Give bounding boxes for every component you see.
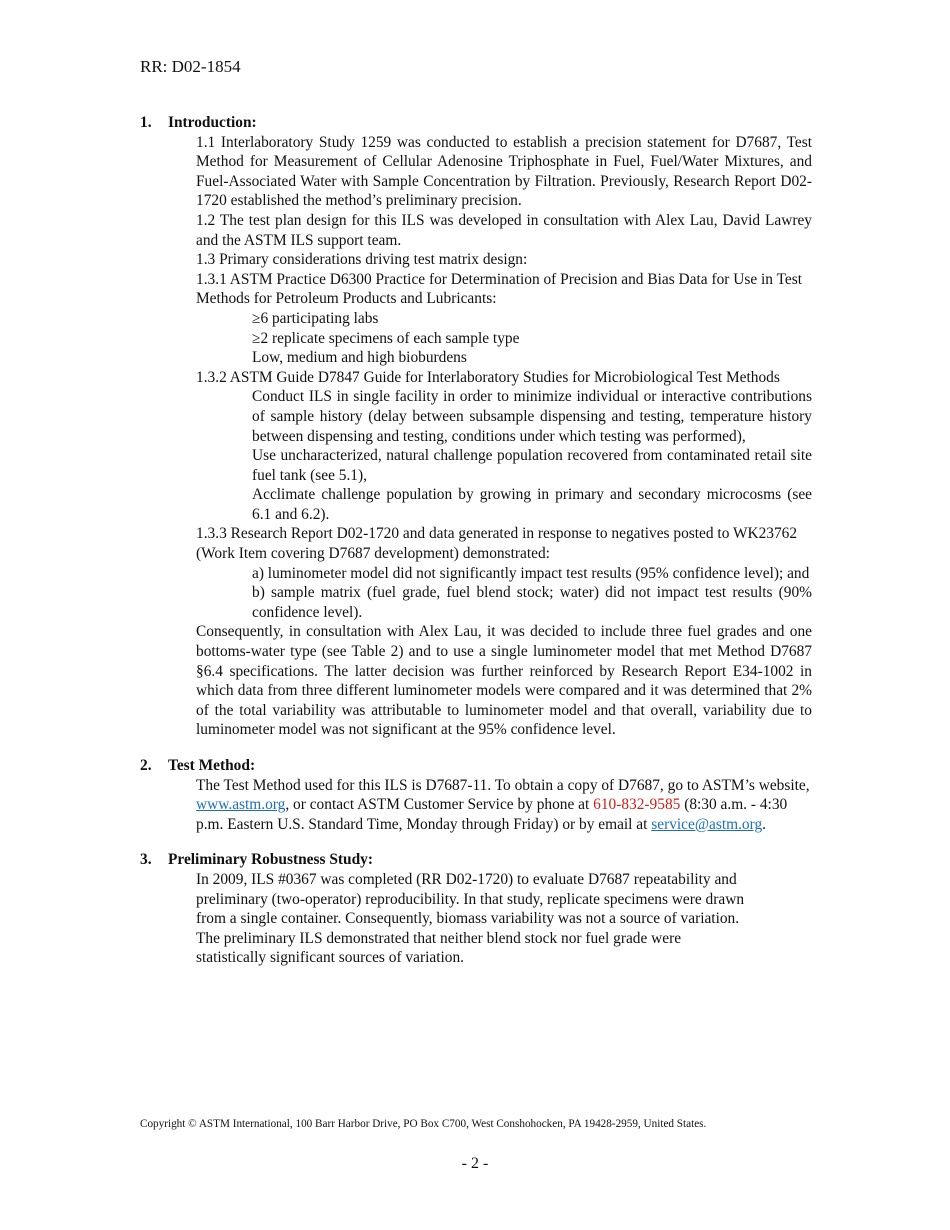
text-run: . [762, 815, 767, 833]
list-item: Acclimate challenge population by growing in primary and secondary microcosms (see 6.1 and 6.2). [252, 486, 812, 523]
text-line: statistically significant sources of variation. [196, 949, 464, 967]
list-item: b) sample matrix (fuel grade, fuel blend stock; water) did not impact test results (90% confidence level). [252, 584, 812, 621]
text-line: In 2009, ILS #0367 was completed (RR D02-1720) to evaluate D7687 repeatability and [196, 870, 737, 888]
section-body [196, 776, 812, 835]
section-heading [140, 850, 812, 870]
copyright-footer: Copyright © ASTM International, 100 Barr Harbor Drive, PO Box C700, West Conshohocken, PA 19428-2959, United States. [140, 1118, 707, 1130]
section-body [196, 133, 812, 740]
section-title: Introduction: [168, 114, 257, 131]
section-number: 2. [140, 757, 152, 774]
section-heading [140, 756, 812, 776]
list-item: ≥6 participating labs [252, 309, 379, 327]
section-number: 3. [140, 851, 152, 869]
email-link[interactable]: service@astm.org [651, 815, 763, 833]
page-number: - 2 - [461, 1155, 489, 1172]
conclusion-paragraph: Consequently, in consultation with Alex Lau, it was decided to include three fuel grades and one bottoms-water type (see Table 2) and to use a single luminometer model that met Method D7687 §6.4 specifications. The latter decision was further reinforced by Research Report E34-1002 in which data from three different luminometer models were compared and it was determined that 2% of the total variability was attributable to luminometer model and that overall, variability due to luminometer model was not significant at the 95% confidence level. [196, 623, 812, 739]
list-item: a) luminometer model did not significantly impact test results (95% confidence level); and [252, 564, 810, 582]
section-body [196, 870, 812, 968]
text-run: (8:30 a.m. - 4:30 p.m. Eastern U.S. Standard Time, Monday through Friday) or by email at [196, 796, 788, 833]
test-method-paragraph [196, 776, 812, 835]
section-robustness-study [140, 850, 812, 968]
section-test-method [140, 756, 812, 834]
section-introduction [140, 113, 812, 740]
paragraph-1-3-3: 1.3.3 Research Report D02-1720 and data generated in response to negatives posted to WK23762 (Work Item covering D7687 development) demonstrated: [196, 525, 798, 563]
text-line: preliminary (two-operator) reproducibility. In that study, replicate specimens were drawn [196, 890, 745, 908]
list-item: Use uncharacterized, natural challenge population recovered from contaminated retail site fuel tank (see 5.1), [252, 447, 812, 484]
paragraph-1-3-1: 1.3.1 ASTM Practice D6300 Practice for Determination of Precision and Bias Data for Use in Test Methods for Petroleum Products and Lubricants: [196, 270, 802, 308]
astm-website-link[interactable]: www.astm.org [196, 796, 286, 814]
text-run: The Test Method used for this ILS is D7687-11. To obtain a copy of D7687, go to ASTM’s website, [196, 776, 810, 794]
paragraph-1-3: 1.3 Primary considerations driving test matrix design: [196, 251, 528, 269]
section-title: Preliminary Robustness Study: [168, 851, 373, 869]
text-line: The preliminary ILS demonstrated that neither blend stock nor fuel grade were [196, 929, 682, 947]
text-line: from a single container. Consequently, biomass variability was not a source of variation. [196, 910, 740, 928]
text-run: , or contact ASTM Customer Service by phone at [285, 796, 594, 814]
list-item: Conduct ILS in single facility in order to minimize individual or interactive contributions of sample history (delay between subsample dispensing and testing, temperature history between dispensing and testing, conditions under which testing was performed), [252, 388, 812, 445]
document-body [140, 113, 812, 984]
phone-number: 610-832-9585 [593, 796, 681, 814]
section-heading [140, 113, 812, 133]
list-item: ≥2 replicate specimens of each sample type [252, 329, 520, 347]
paragraph-1-2: 1.2 The test plan design for this ILS was developed in consultation with Alex Lau, David Lawrey and the ASTM ILS support team. [196, 211, 812, 249]
section-title: Test Method: [168, 757, 256, 774]
section-number: 1. [140, 114, 152, 131]
list-item: Low, medium and high bioburdens [252, 349, 467, 367]
paragraph-1-3-2: 1.3.2 ASTM Guide D7847 Guide for Interlaboratory Studies for Microbiological Test Methods [196, 368, 780, 386]
paragraph-1-1: 1.1 Interlaboratory Study 1259 was conducted to establish a precision statement for D7687, Test Method for Measurement of Cellular Adenosine Triphosphate in Fuel, Fuel/Water Mixtures, and Fuel-Associated Water with Sample Concentration by Filtration. Previously, Research Report D02-1720 established the method’s preliminary precision. [196, 133, 812, 210]
report-id-header: RR: D02-1854 [140, 57, 241, 76]
